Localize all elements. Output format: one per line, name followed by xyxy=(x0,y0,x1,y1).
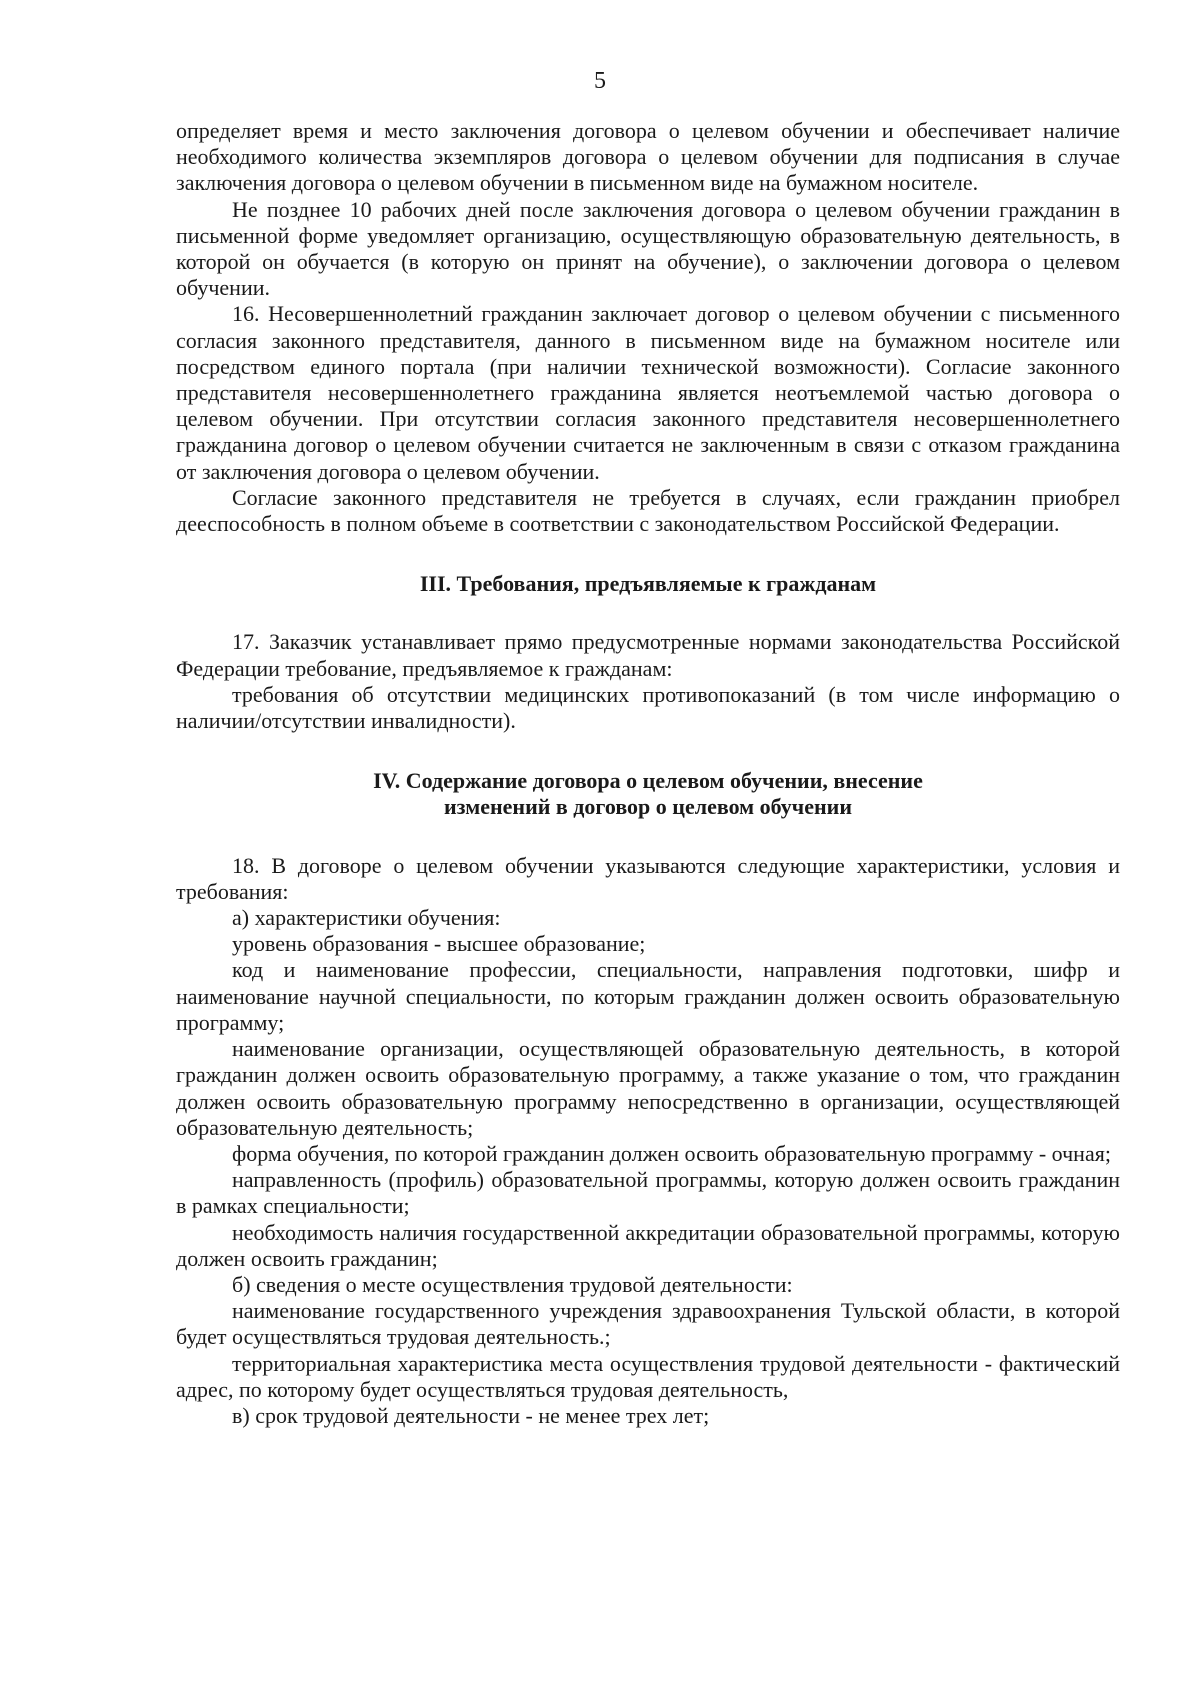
paragraph-continuation: определяет время и место заключения договора о целевом обучении и обеспечивает наличие необходимого количества экземпляров договора о целевом обучении для подписания в случае заключения договора о целевом обучении в письменном виде на бумажном носителе. xyxy=(176,118,1120,196)
list-item: необходимость наличия государственной аккредитации образовательной программы, которую должен освоить гражданин; xyxy=(176,1219,1120,1271)
list-item: территориальная характеристика места осуществления трудовой деятельности - фактический адрес, по которому будет осуществляться трудовая деятельность, xyxy=(176,1350,1120,1402)
paragraph-17: 17. Заказчик устанавливает прямо предусмотренные нормами законодательства Российской Федерации требование, предъявляемое к гражданам: xyxy=(176,629,1120,681)
paragraph-16: 16. Несовершеннолетний гражданин заключает договор о целевом обучении с письменного согласия законного представителя, данного в письменном виде на бумажном носителе или посредством единого портала (при наличии технической возможности). Согласие законного представителя несовершеннолетнего гражданина является неотъемлемой частью договора о целевом обучении. При отсутствии согласия законного представителя несовершеннолетнего гражданина договор о целевом обучении считается не заключенным в связи с отказом гражданина от заключения договора о целевом обучении. xyxy=(176,301,1120,484)
paragraph-17-requirement: требования об отсутствии медицинских противопоказаний (в том числе информацию о наличии/отсутствии инвалидности). xyxy=(176,681,1120,734)
list-item: код и наименование профессии, специальности, направления подготовки, шифр и наименование научной специальности, по которым гражданин должен освоить образовательную программу; xyxy=(176,957,1120,1035)
list-item: в) срок трудовой деятельности - не менее трех лет; xyxy=(232,1402,710,1428)
paragraph-18: 18. В договоре о целевом обучении указываются следующие характеристики, условия и требования: xyxy=(176,852,1120,904)
list-item: а) характеристики обучения: xyxy=(232,905,501,931)
list-item: наименование государственного учреждения здравоохранения Тульской области, в которой будет осуществляться трудовая деятельность.; xyxy=(176,1298,1120,1350)
section-4-title-line-1: IV. Содержание договора о целевом обучении, внесение xyxy=(373,768,923,794)
paragraph-notification: Не позднее 10 рабочих дней после заключения договора о целевом обучении гражданин в письменной форме уведомляет организацию, осуществляющую образовательную деятельность, в которой он обучается (в которую он принят на обучение), о заключении договора о целевом обучении. xyxy=(176,196,1120,301)
list-item: уровень образования - высшее образование; xyxy=(232,931,646,957)
section-3-title: III. Требования, предъявляемые к гражданам xyxy=(419,571,877,597)
list-item: направленность (профиль) образовательной программы, которую должен освоить гражданин в рамках специальности; xyxy=(176,1167,1120,1219)
paragraph-consent: Согласие законного представителя не требуется в случаях, если гражданин приобрел дееспособность в полном объеме в соответствии с законодательством Российской Федерации. xyxy=(176,484,1120,537)
document-body xyxy=(176,118,1120,1429)
list-item: форма обучения, по которой гражданин должен освоить образовательную программу - очная; xyxy=(232,1140,1111,1166)
section-4-title xyxy=(176,768,1120,820)
section-4-title-line-2: изменений в договор о целевом обучении xyxy=(444,794,852,820)
section-4-items xyxy=(176,853,1120,1429)
page-number: 5 xyxy=(594,68,606,94)
list-item: б) сведения о месте осуществления трудовой деятельности: xyxy=(232,1271,793,1297)
list-item: наименование организации, осуществляющей образовательную деятельность, в которой гражданин должен освоить образовательную программу, а также указание о том, что гражданин должен освоить образовательную программу непосредственно в организации, осуществляющей образовательную деятельность; xyxy=(176,1036,1120,1140)
